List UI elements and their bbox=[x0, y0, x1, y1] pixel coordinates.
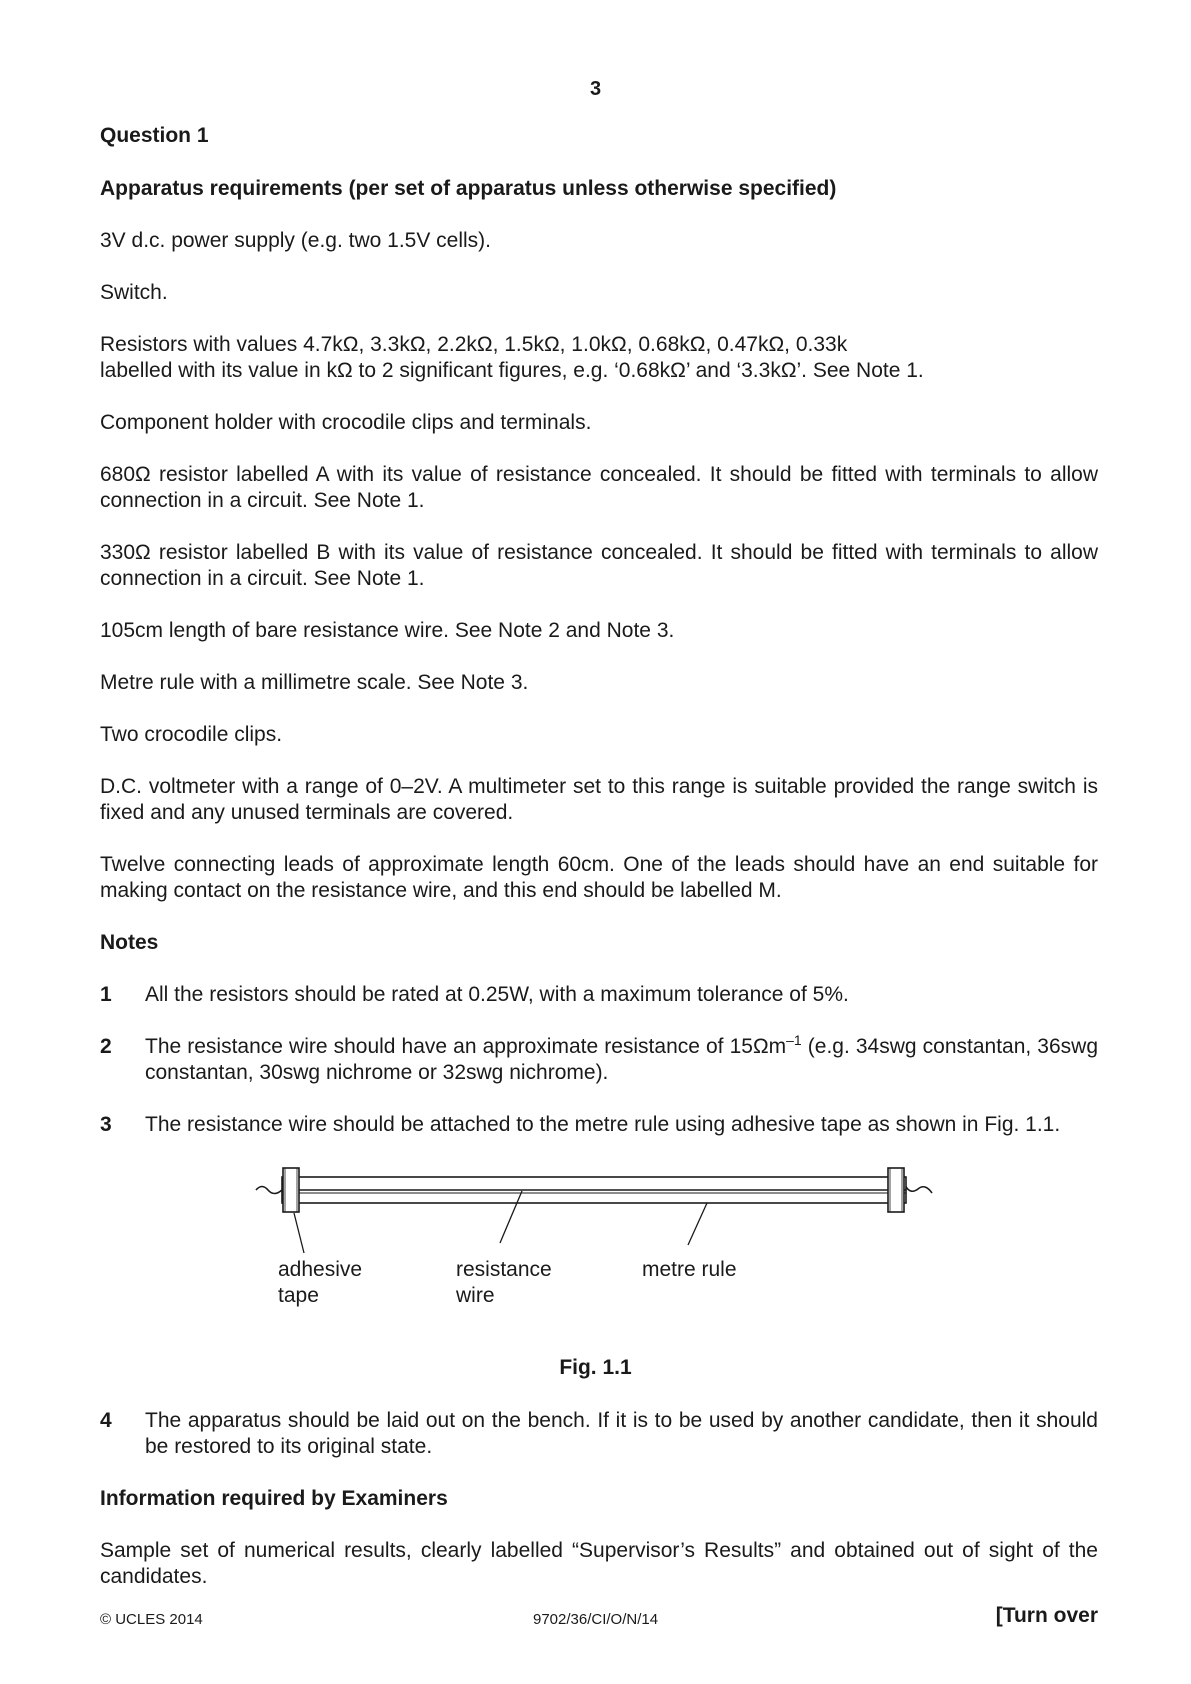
left-wire-end bbox=[256, 1187, 282, 1194]
examiners-text: Sample set of numerical results, clearly labelled “Supervisor’s Results” and obtained out of sight of the candidates. bbox=[100, 1539, 1098, 1588]
note-number: 3 bbox=[100, 1113, 112, 1136]
item-resistor-b: 330Ω resistor labelled B with its value of resistance concealed. It should be fitted with terminals to allow connection in a circuit. See Note 1. bbox=[100, 541, 1098, 590]
notes-heading: Notes bbox=[100, 931, 159, 954]
leader-line-tape bbox=[294, 1213, 304, 1253]
page-number: 3 bbox=[589, 78, 602, 100]
question-heading: Question 1 bbox=[100, 124, 209, 147]
item-crocodile-clips: Two crocodile clips. bbox=[100, 723, 283, 746]
label-adhesive-tape bbox=[278, 1257, 362, 1309]
label-line: wire bbox=[456, 1284, 495, 1307]
note-number: 2 bbox=[100, 1035, 112, 1058]
examiners-heading: Information required by Examiners bbox=[100, 1487, 448, 1510]
footer-turn-over: [Turn over bbox=[995, 1604, 1098, 1627]
right-wire-end bbox=[905, 1185, 932, 1193]
footer-paper-code: 9702/36/CI/O/N/14 bbox=[533, 1611, 659, 1628]
item-resistor-a: 680Ω resistor labelled A with its value of resistance concealed. It should be fitted with terminals to allow connection in a circuit. See Note 1. bbox=[100, 463, 1098, 512]
label-metre-rule: metre rule bbox=[642, 1258, 737, 1281]
label-line: tape bbox=[278, 1284, 319, 1307]
note-text: The resistance wire should be attached to the metre rule using adhesive tape as shown in Fig. 1.1. bbox=[145, 1113, 1061, 1136]
apparatus-heading: Apparatus requirements (per set of apparatus unless otherwise specified) bbox=[100, 177, 837, 200]
item-component-holder: Component holder with crocodile clips and terminals. bbox=[100, 411, 592, 434]
label-line: adhesive bbox=[278, 1258, 363, 1281]
note-text-part: (e.g. 34swg constantan, 36swg constantan, 30swg nichrome or 32swg nichrome). bbox=[145, 1035, 1098, 1084]
label-resistance-wire bbox=[456, 1257, 552, 1309]
note-text-part: The resistance wire should have an approximate resistance of 15Ωm bbox=[145, 1035, 787, 1058]
item-connecting-leads: Twelve connecting leads of approximate length 60cm. One of the leads should have an end suitable for making contact on the resistance wire, and this end should be labelled M. bbox=[100, 853, 1098, 902]
note-text: The apparatus should be laid out on the bench. If it is to be used by another candidate, then it should be restored to its original state. bbox=[145, 1409, 1098, 1458]
item-voltmeter: D.C. voltmeter with a range of 0–2V. A multimeter set to this range is suitable provided the range switch is fixed and any unused terminals are covered. bbox=[100, 775, 1098, 824]
note-number: 4 bbox=[100, 1409, 112, 1432]
item-power-supply: 3V d.c. power supply (e.g. two 1.5V cells). bbox=[100, 229, 492, 252]
note-text: All the resistors should be rated at 0.25W, with a maximum tolerance of 5%. bbox=[145, 983, 849, 1006]
label-line: resistance bbox=[456, 1258, 552, 1281]
item-metre-rule: Metre rule with a millimetre scale. See Note 3. bbox=[100, 671, 529, 694]
item-resistors-line1: Resistors with values 4.7kΩ, 3.3kΩ, 2.2kΩ, 1.5kΩ, 1.0kΩ, 0.68kΩ, 0.47kΩ, 0.33k bbox=[100, 333, 848, 356]
superscript: –1 bbox=[786, 1032, 802, 1048]
footer-copyright: © UCLES 2014 bbox=[100, 1611, 203, 1628]
note-number: 1 bbox=[100, 983, 112, 1006]
leader-line-rule bbox=[688, 1203, 707, 1245]
figure-caption: Fig. 1.1 bbox=[559, 1356, 632, 1379]
figure-1-1-diagram bbox=[0, 1165, 1191, 1325]
item-resistors-line2: labelled with its value in kΩ to 2 significant figures, e.g. ‘0.68kΩ’ and ‘3.3kΩ’. See Note 1. bbox=[100, 359, 924, 382]
note-text bbox=[145, 1034, 1098, 1086]
item-switch: Switch. bbox=[100, 281, 168, 304]
item-resistance-wire: 105cm length of bare resistance wire. See Note 2 and Note 3. bbox=[100, 619, 675, 642]
